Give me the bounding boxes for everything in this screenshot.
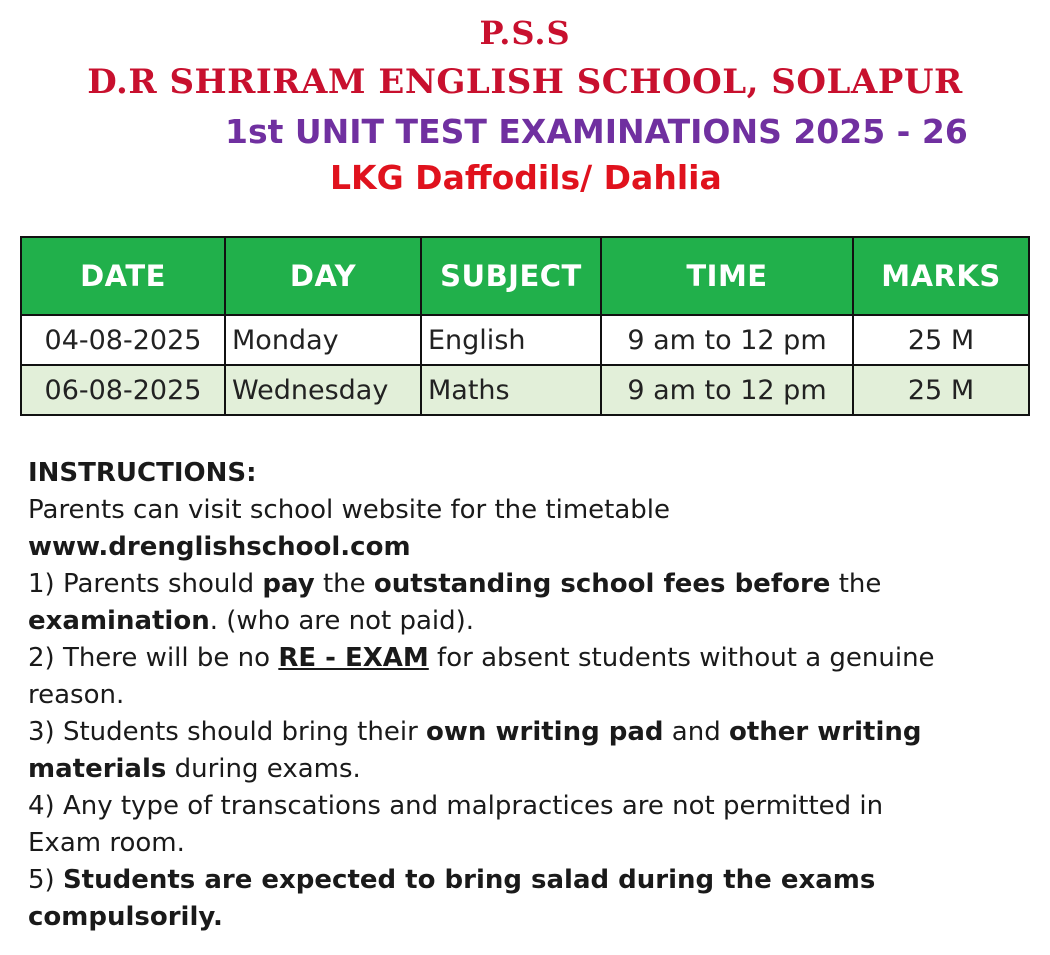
instruction-emphasis: examination xyxy=(28,606,210,636)
instruction-text: during exams. xyxy=(166,754,361,784)
instructions-intro: Parents can visit school website for the timetable xyxy=(28,495,671,525)
instruction-text: the xyxy=(830,569,882,599)
cell-day: Monday xyxy=(225,315,421,365)
column-header-marks: MARKS xyxy=(853,237,1029,315)
instruction-item-5 xyxy=(28,862,1028,899)
class-name: LKG Daffodils/ Dahlia xyxy=(330,158,722,197)
instruction-emphasis: materials xyxy=(28,754,167,784)
instruction-text: . (who are not paid). xyxy=(209,606,475,636)
cell-time: 9 am to 12 pm xyxy=(601,315,853,365)
instruction-text: 2) There will be no xyxy=(28,643,279,673)
instruction-text: 3) Students should bring their xyxy=(28,717,427,747)
instruction-item-4: 4) Any type of transcations and malpractices are not permitted in xyxy=(28,791,884,821)
column-header-time: TIME xyxy=(601,237,853,315)
instruction-emphasis: Students are expected to bring salad during the exams xyxy=(62,865,876,895)
instruction-text: the xyxy=(314,569,374,599)
instruction-item-1-cont xyxy=(28,603,1028,640)
exam-schedule-table xyxy=(20,236,1030,416)
instruction-emphasis: RE - EXAM xyxy=(278,643,429,673)
cell-day: Wednesday xyxy=(225,365,421,415)
cell-subject: Maths xyxy=(421,365,601,415)
instruction-item-2-cont: reason. xyxy=(28,680,125,710)
table-row xyxy=(21,315,1029,365)
instruction-emphasis: outstanding school fees before xyxy=(373,569,831,599)
instruction-emphasis: other writing xyxy=(728,717,922,747)
instruction-text: and xyxy=(663,717,729,747)
exam-title: 1st UNIT TEST EXAMINATIONS 2025 - 26 xyxy=(225,112,968,151)
table-header-row xyxy=(21,237,1029,315)
instruction-item-2 xyxy=(28,640,1028,677)
instruction-text: 5) xyxy=(28,865,63,895)
cell-date: 06-08-2025 xyxy=(21,365,225,415)
instruction-item-4-cont: Exam room. xyxy=(28,828,185,858)
instruction-text: 1) Parents should xyxy=(28,569,263,599)
column-header-date: DATE xyxy=(21,237,225,315)
instruction-item-5-cont: compulsorily. xyxy=(28,902,223,932)
instruction-emphasis: own writing pad xyxy=(426,717,664,747)
column-header-subject: SUBJECT xyxy=(421,237,601,315)
cell-time: 9 am to 12 pm xyxy=(601,365,853,415)
instruction-text: for absent students without a genuine xyxy=(428,643,935,673)
cell-subject: English xyxy=(421,315,601,365)
org-name: P.S.S xyxy=(479,14,571,52)
instructions-section xyxy=(28,455,1028,936)
cell-date: 04-08-2025 xyxy=(21,315,225,365)
table-row xyxy=(21,365,1029,415)
cell-marks: 25 M xyxy=(853,315,1029,365)
instruction-item-1 xyxy=(28,566,1028,603)
school-name: D.R SHRIRAM ENGLISH SCHOOL, SOLAPUR xyxy=(87,62,963,102)
cell-marks: 25 M xyxy=(853,365,1029,415)
instruction-item-3 xyxy=(28,714,1028,751)
instruction-emphasis: pay xyxy=(262,569,315,599)
website-link[interactable]: www.drenglishschool.com xyxy=(28,532,411,562)
column-header-day: DAY xyxy=(225,237,421,315)
instructions-heading: INSTRUCTIONS: xyxy=(28,458,257,488)
instruction-item-3-cont xyxy=(28,751,1028,788)
